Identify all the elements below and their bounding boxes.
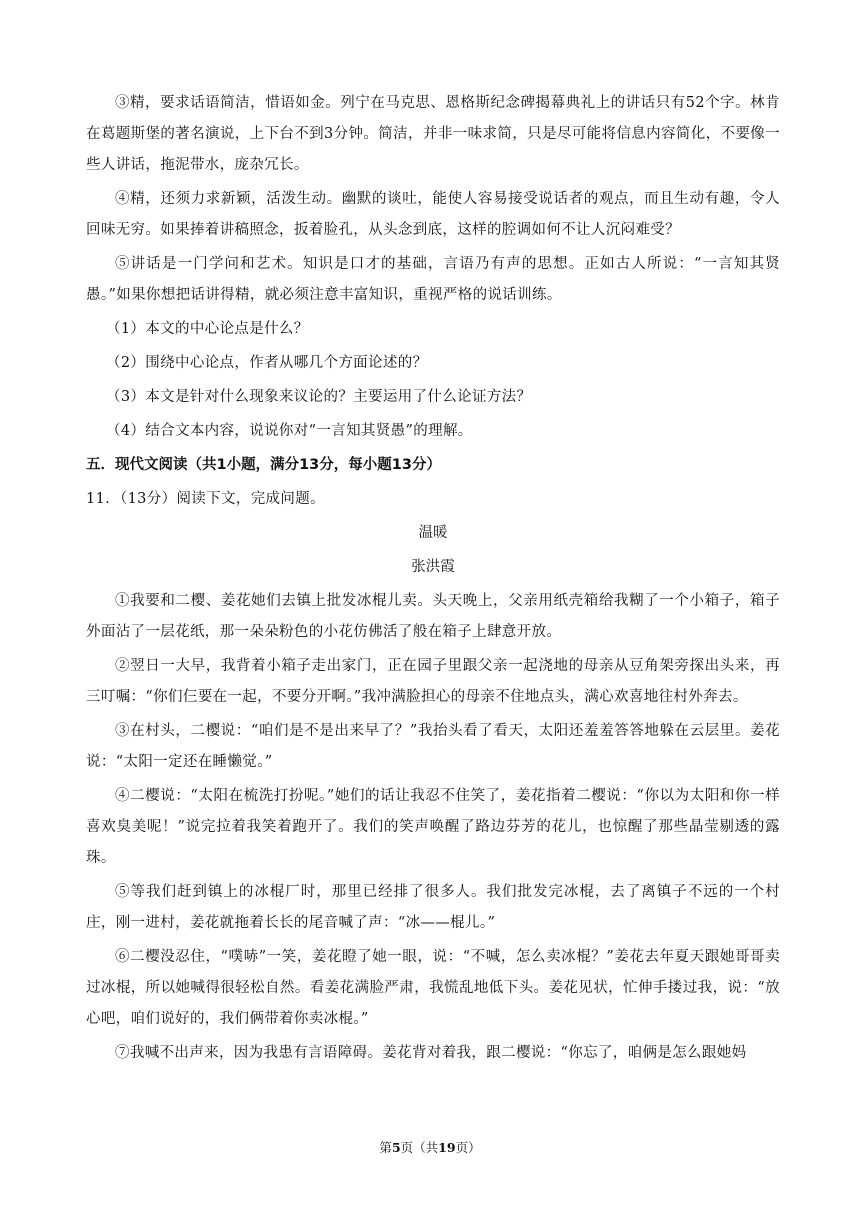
article-paragraph-5: ⑤等我们赶到镇上的冰棍厂时，那里已经排了很多人。我们批发完冰棍，去了离镇子不远的一个村庄，刚一进村，姜花就拖着长长的尾音喊了声：“冰——棍儿。” xyxy=(86,884,780,931)
footer-suffix: 页） xyxy=(455,1140,481,1155)
footer-page-number: 5 xyxy=(391,1140,401,1155)
page-footer xyxy=(0,1138,860,1156)
article-paragraph-6: ⑥二樱没忍住，“噗哧”一笑，姜花瞪了她一眼，说：“不喊，怎么卖冰棍？”姜花去年夏天跟她哥哥卖过冰棍，所以她喊得很轻松自然。看姜花满脸严肃，我慌乱地低下头。姜花见状，忙伸手搂过我，说：“放心吧，咱们说好的，我们俩带着你卖冰棍。” xyxy=(86,949,780,1027)
page-content xyxy=(86,88,780,1072)
section-heading: 五．现代文阅读（共1小题，满分13分，每小题13分） xyxy=(86,457,441,473)
footer-total-pages: 19 xyxy=(438,1140,456,1155)
question-3: （3）本文是针对什么现象来议论的？主要运用了什么论证方法？ xyxy=(106,389,532,405)
footer-prefix: 第 xyxy=(379,1140,392,1155)
question-2: （2）围绕中心论点，作者从哪几个方面论述的？ xyxy=(106,355,428,371)
article-paragraph-2: ②翌日一大早，我背着小箱子走出家门，正在园子里跟父亲一起浇地的母亲从豆角架旁探出头来，再三叮嘱：“你们仨要在一起，不要分开啊。”我冲满脸担心的母亲不住地点头，满心欢喜地往村外奔去。 xyxy=(86,658,780,705)
footer-middle: 页（共 xyxy=(400,1140,439,1155)
question-intro: 11．（13分）阅读下文，完成问题。 xyxy=(86,491,325,507)
question-1: （1）本文的中心论点是什么？ xyxy=(106,321,309,337)
paragraph-4: ④精，还须力求新颖，活泼生动。幽默的谈吐，能使人容易接受说话者的观点，而且生动有趣，令人回味无穷。如果捧着讲稿照念，扳着脸孔，从头念到底，这样的腔调如何不让人沉闷难受？ xyxy=(86,191,780,238)
question-4: （4）结合文本内容，说说你对“一言知其贤愚”的理解。 xyxy=(106,423,473,439)
article-title: 温暖 xyxy=(418,525,448,541)
article-paragraph-3: ③在村头，二樱说：“咱们是不是出来早了？”我抬头看了看天，太阳还羞羞答答地躲在云层里。姜花说：“太阳一定还在睡懒觉。” xyxy=(86,723,780,770)
article-paragraph-7: ⑦我喊不出声来，因为我患有言语障碍。姜花背对着我，跟二樱说：“你忘了，咱俩是怎么跟她妈 xyxy=(115,1045,747,1061)
article-paragraph-4: ④二樱说：“太阳在梳洗打扮呢。”她们的话让我忍不住笑了，姜花指着二樱说：“你以为太阳和你一样喜欢臭美呢！”说完拉着我笑着跑开了。我们的笑声唤醒了路边芬芳的花儿，也惊醒了那些晶莹剔透的露珠。 xyxy=(86,788,780,866)
paragraph-5: ⑤讲话是一门学问和艺术。知识是口才的基础，言语乃有声的思想。正如古人所说：“一言知其贤愚。”如果你想把话讲得精，就必须注意丰富知识，重视严格的说话训练。 xyxy=(86,256,780,303)
paragraph-3: ③精，要求话语简洁，惜语如金。列宁在马克思、恩格斯纪念碑揭幕典礼上的讲话只有52个字。林肯在葛题斯堡的著名演说，上下台不到3分钟。简洁，并非一味求简，只是尽可能将信息内容简化，不要像一些人讲话，拖泥带水，庞杂冗长。 xyxy=(86,95,780,173)
article-paragraph-1: ①我要和二樱、姜花她们去镇上批发冰棍儿卖。头天晚上，父亲用纸壳箱给我糊了一个小箱子，箱子外面沾了一层花纸，那一朵朵粉色的小花仿佛活了般在箱子上肆意开放。 xyxy=(86,593,780,640)
article-author: 张洪霞 xyxy=(411,559,455,575)
